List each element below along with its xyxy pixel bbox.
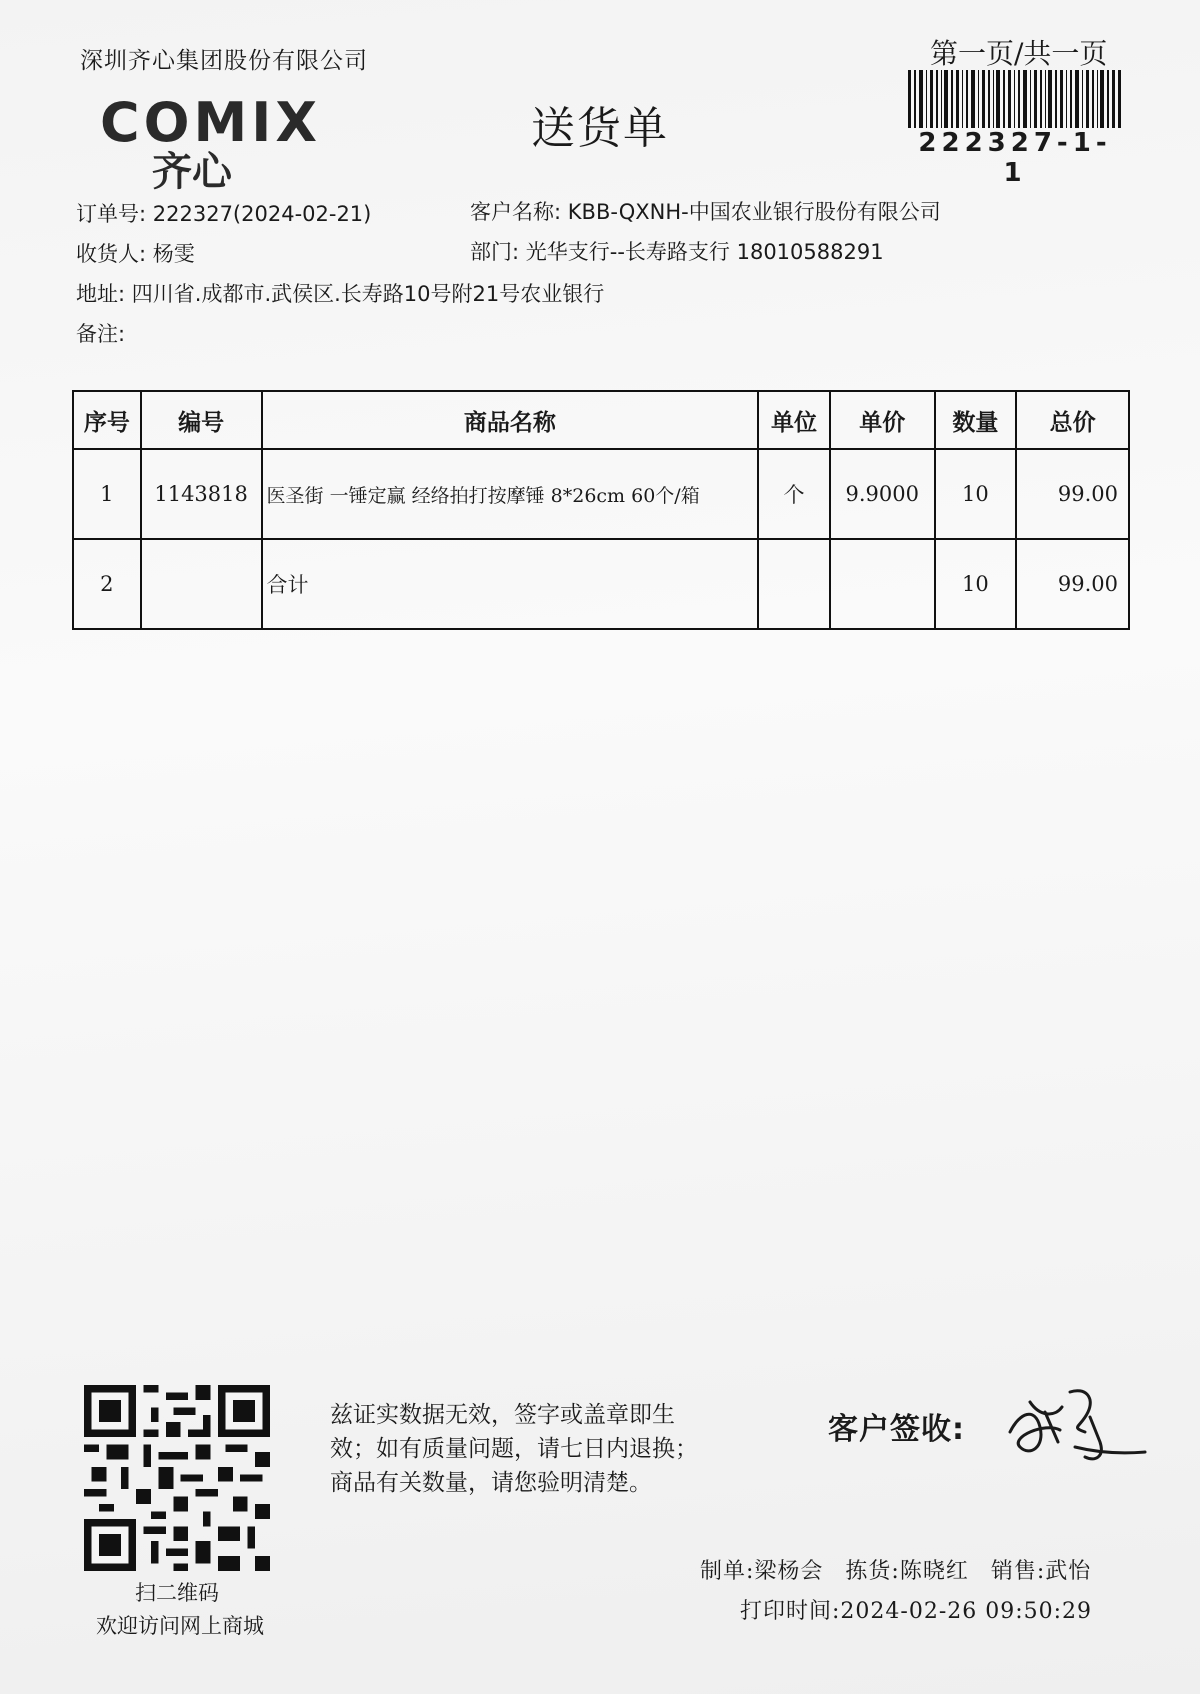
cell-unit <box>758 539 830 629</box>
cell-total: 99.00 <box>1016 449 1129 539</box>
notice-line-1: 兹证实数据无效，签字或盖章即生 <box>330 1402 675 1428</box>
order-number-value: 222327(2024-02-21) <box>152 202 372 226</box>
department <box>470 236 884 266</box>
document-title: 送货单 <box>531 103 669 154</box>
remarks-label: 备注: <box>76 322 126 346</box>
table-header-row <box>73 391 1129 449</box>
remarks <box>76 318 125 348</box>
address <box>76 278 604 308</box>
cell-quantity: 10 <box>935 539 1017 629</box>
barcode <box>908 70 1122 128</box>
header-unit: 单位 <box>758 391 830 449</box>
company-name: 深圳齐心集团股份有限公司 <box>80 48 368 74</box>
customer-sign-label: 客户签收: <box>828 1412 965 1447</box>
cell-code <box>141 539 262 629</box>
cell-unit-price <box>830 539 935 629</box>
barcode-number: 222327-1-1 <box>918 128 1112 188</box>
receiver-value: 杨雯 <box>152 242 195 266</box>
qr-code <box>84 1385 270 1571</box>
notice-text <box>330 1398 740 1500</box>
handwritten-signature <box>1000 1372 1150 1482</box>
logo-english: COMIX <box>100 91 321 154</box>
cell-seq: 1 <box>73 449 141 539</box>
receiver <box>76 238 195 268</box>
cell-quantity: 10 <box>935 449 1017 539</box>
department-label: 部门: <box>470 240 520 264</box>
cell-product-name: 医圣街 一锤定赢 经络拍打按摩锤 8*26cm 60个/箱 <box>262 449 759 539</box>
address-value: 四川省.成都市.武侯区.长寿路10号附21号农业银行 <box>131 282 605 306</box>
page-indicator: 第一页/共一页 <box>930 37 1108 70</box>
logo-chinese: 齐心 <box>152 149 232 195</box>
cell-unit: 个 <box>758 449 830 539</box>
cell-product-name: 合计 <box>262 539 759 629</box>
header-unit-price: 单价 <box>830 391 935 449</box>
customer-name-value: KBB-QXNH-中国农业银行股份有限公司 <box>567 200 941 224</box>
qr-label-scan: 扫二维码 <box>135 1581 219 1605</box>
table-row-total <box>73 539 1129 629</box>
print-time: 打印时间:2024-02-26 09:50:29 <box>740 1599 1093 1624</box>
customer-name <box>470 196 941 226</box>
made-by: 制单:梁杨会 <box>700 1559 824 1584</box>
cell-unit-price: 9.9000 <box>830 449 935 539</box>
header-total: 总价 <box>1016 391 1129 449</box>
picked-by: 拣货:陈晓红 <box>845 1559 969 1584</box>
notice-line-3: 商品有关数量，请您验明清楚。 <box>330 1470 652 1496</box>
header-quantity: 数量 <box>935 391 1017 449</box>
notice-line-2: 效；如有质量问题，请七日内退换； <box>330 1436 698 1462</box>
order-number <box>76 198 371 228</box>
staff-line <box>700 1554 1105 1585</box>
customer-name-label: 客户名称: <box>470 200 562 224</box>
order-number-label: 订单号: <box>76 202 147 226</box>
header-seq: 序号 <box>73 391 141 449</box>
items-table <box>72 390 1130 630</box>
table-row <box>73 449 1129 539</box>
receiver-label: 收货人: <box>76 242 147 266</box>
department-value: 光华支行--长寿路支行 18010588291 <box>525 240 884 264</box>
address-label: 地址: <box>76 282 126 306</box>
cell-code: 1143818 <box>141 449 262 539</box>
sales-person: 销售:武怡 <box>990 1559 1092 1584</box>
header-code: 编号 <box>141 391 262 449</box>
cell-total: 99.00 <box>1016 539 1129 629</box>
qr-label-welcome: 欢迎访问网上商城 <box>96 1614 264 1638</box>
cell-seq: 2 <box>73 539 141 629</box>
header-product-name: 商品名称 <box>262 391 759 449</box>
